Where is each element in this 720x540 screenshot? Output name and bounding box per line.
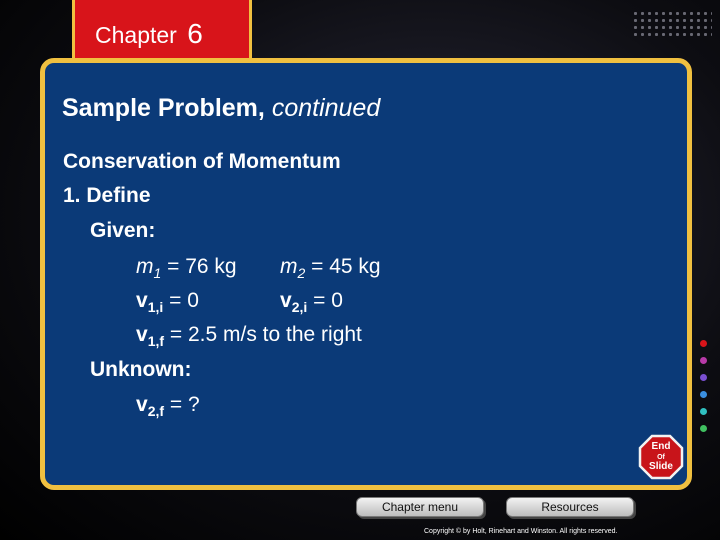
chapter-label: Chapter — [95, 22, 177, 48]
m1-rest: = 76 kg — [161, 255, 237, 278]
m1-sub: 1 — [153, 265, 162, 282]
chapter-number: 6 — [187, 18, 203, 49]
copyright-notice: Copyright © by Holt, Rinehart and Winston. All rights reserved. — [424, 528, 618, 535]
v1f-rest: = 2.5 m/s to the right — [164, 323, 362, 346]
v2f-sub: 2,f — [147, 403, 165, 420]
side-dot — [700, 374, 707, 381]
unknown-label: Unknown: — [90, 358, 192, 381]
v1f-sub: 1,f — [147, 333, 165, 350]
side-dot — [700, 425, 707, 432]
end-text: End — [651, 441, 671, 452]
end-of-slide-icon — [638, 434, 684, 480]
v2f-rest: = ? — [164, 393, 200, 416]
slide-title — [62, 94, 380, 123]
v2i-var: v — [280, 289, 292, 312]
side-dot — [700, 340, 707, 347]
end-of-slide-button[interactable] — [638, 434, 684, 480]
of-text: Of — [657, 454, 665, 461]
m1-var: m — [136, 255, 154, 278]
side-dot — [700, 357, 707, 364]
v1f-var: v — [136, 323, 148, 346]
v2f-line — [136, 393, 200, 419]
m2-sub: 2 — [297, 265, 306, 282]
side-dot — [700, 408, 707, 415]
chapter-menu-button[interactable]: Chapter menu — [356, 497, 484, 517]
m1-line — [136, 255, 237, 281]
side-dot — [700, 391, 707, 398]
v2i-sub: 2,i — [291, 299, 308, 316]
v1f-line — [136, 323, 362, 349]
heading: Conservation of Momentum — [63, 150, 341, 173]
v1i-rest: = 0 — [163, 289, 199, 312]
title-continued: continued — [271, 94, 381, 122]
v1i-var: v — [136, 289, 148, 312]
slide-text: Slide — [649, 461, 673, 472]
v1i-sub: 1,i — [147, 299, 164, 316]
v2i-line — [280, 289, 343, 315]
side-dots-decoration — [700, 340, 712, 442]
m2-rest: = 45 kg — [305, 255, 381, 278]
v1i-line — [136, 289, 199, 315]
resources-button[interactable]: Resources — [506, 497, 634, 517]
given-label: Given: — [90, 219, 156, 242]
dot-pattern-decoration — [632, 10, 712, 40]
step-label: 1. Define — [63, 184, 151, 207]
v2i-rest: = 0 — [307, 289, 343, 312]
v2f-var: v — [136, 393, 148, 416]
title-main: Sample Problem, — [62, 94, 265, 122]
m2-var: m — [280, 255, 298, 278]
m2-line — [280, 255, 381, 281]
